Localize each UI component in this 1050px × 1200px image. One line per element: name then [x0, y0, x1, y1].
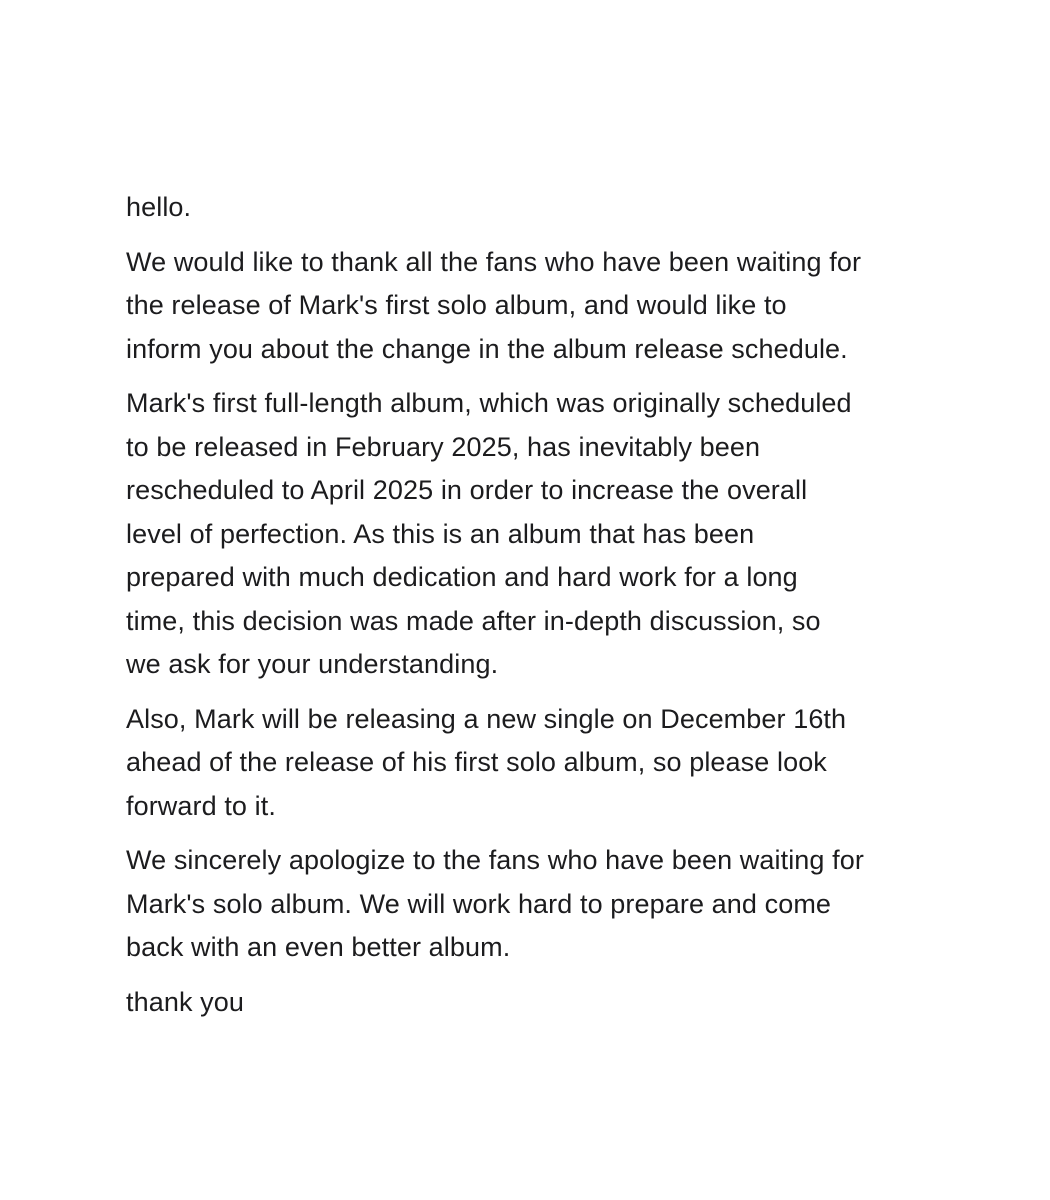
text-line: to be released in February 2025, has inevitably been [126, 431, 761, 462]
text-line: Mark's first full-length album, which was originally scheduled [126, 388, 852, 418]
text-line: the release of Mark's first solo album, and would like to [126, 290, 787, 320]
text-line: we ask for your understanding. [126, 649, 499, 679]
text-line: inform you about the change in the album release schedule. [126, 333, 848, 364]
paragraph-apology [126, 839, 926, 970]
paragraph-thanks [126, 241, 926, 372]
text-line: ahead of the release of his first solo album, so please look [126, 747, 827, 777]
text-line: back with an even better album. [126, 932, 511, 962]
text-line: forward to it. [126, 790, 276, 821]
text-line: prepared with much dedication and hard work for a long [126, 562, 798, 592]
text-line: time, this decision was made after in-depth discussion, so [126, 605, 821, 636]
notice-body [126, 186, 926, 1035]
text-line: Also, Mark will be releasing a new single on December 16th [126, 703, 847, 734]
greeting [126, 186, 926, 230]
text-line: Mark's solo album. We will work hard to prepare and come [126, 888, 832, 919]
closing-text: thank you [126, 986, 244, 1017]
greeting-text: hello. [126, 192, 192, 222]
text-line: We would like to thank all the fans who have been waiting for [126, 246, 862, 277]
paragraph-single [126, 698, 926, 829]
paragraph-reschedule [126, 382, 926, 687]
text-line: level of perfection. As this is an album that has been [126, 518, 755, 549]
text-line: rescheduled to April 2025 in order to increase the overall [126, 475, 808, 505]
closing [126, 981, 926, 1025]
text-line: We sincerely apologize to the fans who have been waiting for [126, 845, 864, 875]
